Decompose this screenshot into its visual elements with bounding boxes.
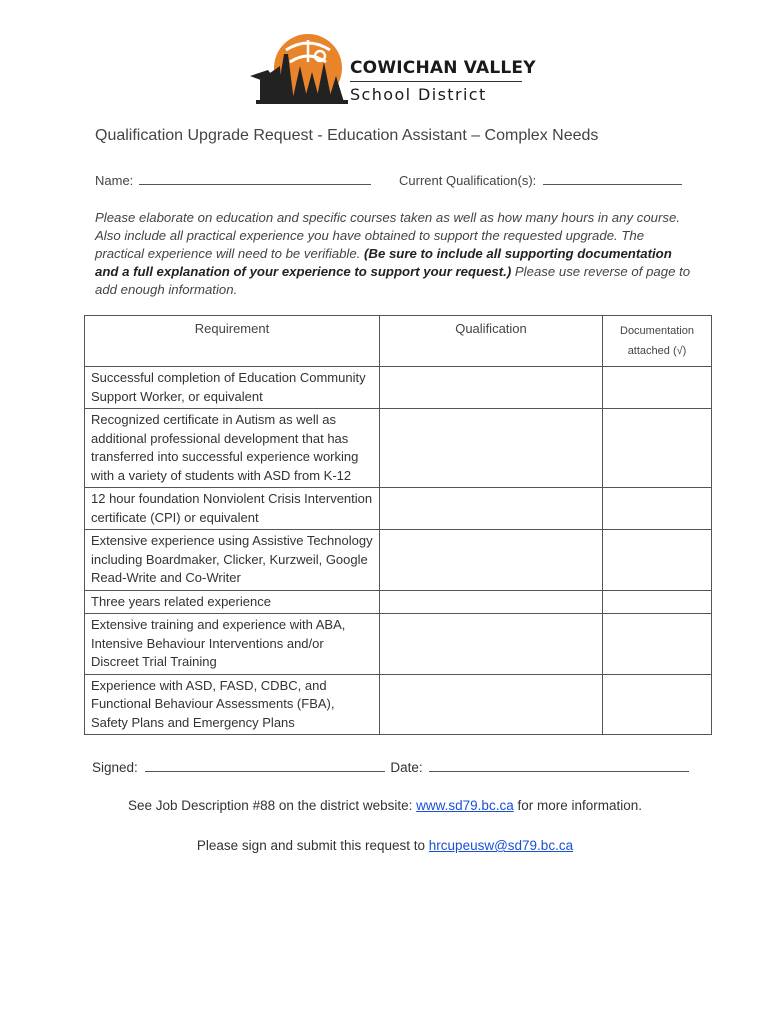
district-logo [246, 32, 536, 110]
instructions-text-2: Please use reverse of page to add enough information. [95, 264, 691, 297]
documentation-cell[interactable] [603, 488, 712, 530]
qualification-cell[interactable] [380, 674, 603, 735]
name-label: Name: [95, 173, 134, 188]
date-label: Date: [390, 760, 423, 775]
table-row [85, 409, 712, 488]
name-field-row [95, 172, 371, 188]
qualification-field-row [399, 172, 682, 188]
current-qualification-field[interactable] [543, 172, 682, 185]
documentation-cell[interactable] [603, 409, 712, 488]
brand-divider [350, 81, 522, 82]
current-qualification-label: Current Qualification(s): [399, 173, 537, 188]
instructions-paragraph [95, 209, 695, 299]
qualification-header: Qualification [380, 316, 603, 367]
district-website-link[interactable]: www.sd79.bc.ca [416, 798, 514, 813]
job-description-text-before: See Job Description #88 on the district website: [128, 798, 417, 813]
eagle-forest-sun-icon [246, 32, 350, 110]
hr-email-link[interactable]: hrcupeusw@sd79.bc.ca [428, 838, 574, 853]
documentation-cell[interactable] [603, 367, 712, 409]
requirement-cell: Successful completion of Education Community Support Worker, or equivalent [85, 367, 380, 409]
requirement-cell: Extensive experience using Assistive Technology including Boardmaker, Clicker, Kurzweil, Google Read-Write and Co-Writer [85, 530, 380, 591]
job-description-line [0, 798, 770, 813]
date-field[interactable] [429, 759, 689, 772]
table-row [85, 590, 712, 614]
table-row [85, 530, 712, 591]
instructions-text-1: Please elaborate on education and specific courses taken as well as how many hours in any course. Also include all practical experience you have obtained to support the requested upgrade. The practical experience will need to be verifiable. [95, 210, 680, 261]
table-row [85, 614, 712, 675]
submit-text: Please sign and submit this request to [196, 838, 429, 853]
signature-field[interactable] [145, 759, 385, 772]
documentation-cell[interactable] [603, 530, 712, 591]
table-row [85, 367, 712, 409]
requirement-cell: Three years related experience [85, 590, 380, 614]
brand-name-line2: School District [350, 85, 487, 104]
page-title: Qualification Upgrade Request - Education Assistant – Complex Needs [95, 127, 599, 144]
qualification-cell[interactable] [380, 409, 603, 488]
requirement-cell: Extensive training and experience with ABA, Intensive Behaviour Interventions and/or Discreet Trial Training [85, 614, 380, 675]
requirement-cell: Recognized certificate in Autism as well as additional professional development that has transferred into successful experience working with a variety of students with ASD from K-12 [85, 409, 380, 488]
table-row [85, 488, 712, 530]
documentation-header: Documentation attached (√) [603, 316, 712, 367]
documentation-cell[interactable] [603, 614, 712, 675]
qualification-cell[interactable] [380, 488, 603, 530]
requirement-header: Requirement [85, 316, 380, 367]
brand-name-line1: COWICHAN VALLEY [350, 58, 536, 78]
documentation-cell[interactable] [603, 590, 712, 614]
table-header-row [85, 316, 712, 367]
documentation-cell[interactable] [603, 674, 712, 735]
table-row [85, 674, 712, 735]
qualification-cell[interactable] [380, 614, 603, 675]
submit-instructions-line [0, 838, 770, 853]
instructions-emphasis: (Be sure to include all supporting documentation and a full explanation of your experience to support your request.) [95, 246, 672, 279]
name-field[interactable] [139, 172, 371, 185]
signed-label: Signed: [92, 760, 138, 775]
job-description-text-after: for more information. [513, 798, 642, 813]
requirement-cell: 12 hour foundation Nonviolent Crisis Intervention certificate (CPI) or equivalent [85, 488, 380, 530]
qualification-cell[interactable] [380, 590, 603, 614]
qualification-cell[interactable] [380, 530, 603, 591]
signature-row [92, 759, 689, 775]
qualification-cell[interactable] [380, 367, 603, 409]
requirement-cell: Experience with ASD, FASD, CDBC, and Functional Behaviour Assessments (FBA), Safety Plans and Emergency Plans [85, 674, 380, 735]
requirements-table [84, 315, 712, 735]
